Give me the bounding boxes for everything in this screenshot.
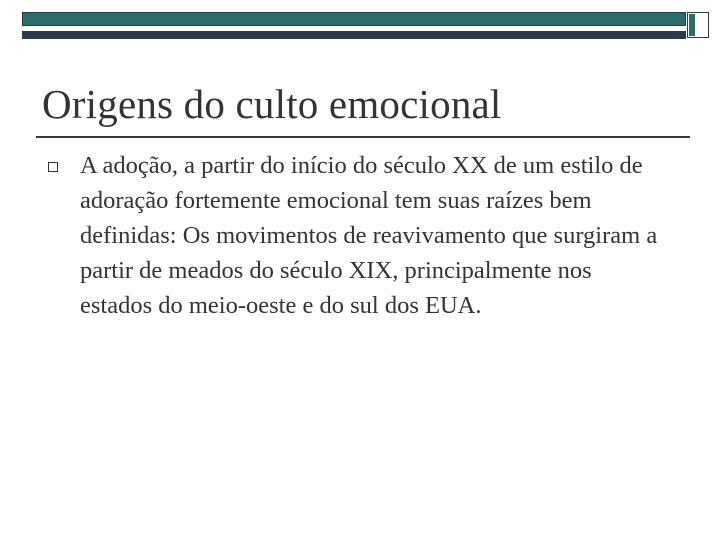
bullet-text: A adoção, a partir do início do século XX de um estilo de adoração fortemente emocional tem suas raízes bem definidas: Os movimentos de reavivamento que surgiram a partir de meados do século XIX, principalmente nos estados do meio-oeste e do sul dos EUA. <box>80 152 658 319</box>
square-bullet-icon <box>48 162 58 172</box>
top-decorative-line <box>22 31 686 39</box>
title-divider <box>36 136 690 138</box>
corner-decorative-fill <box>689 14 695 36</box>
top-decorative-bar <box>22 12 686 26</box>
slide-title: Origens do culto emocional <box>42 81 502 127</box>
